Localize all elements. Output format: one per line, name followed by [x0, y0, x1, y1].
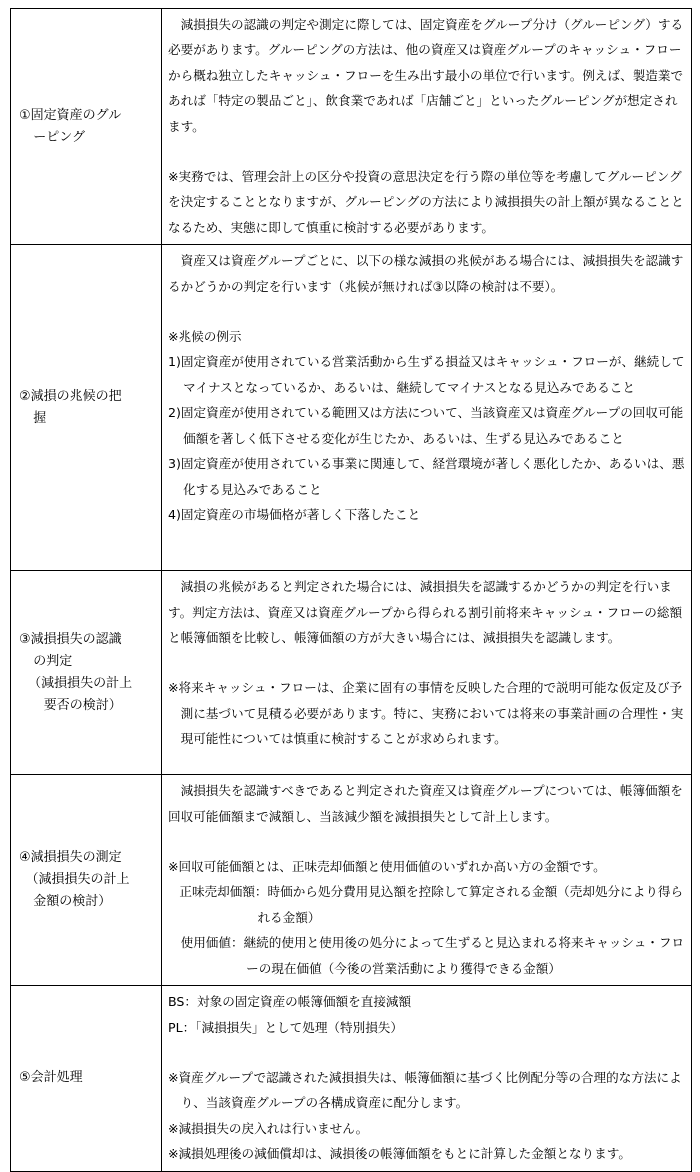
row-label: [11, 986, 162, 1171]
row-label-sub: 要否の検討）: [43, 697, 122, 713]
note-paragraph: ※実務では、管理会計上の区分や投資の意思決定を行う際の単位等を考慮してグルーピングを決定することとなりますが、グルーピングの方法により減損損失の計上額が異なることとなるため、実態に即して慎重に検討する必要があります。: [168, 169, 684, 235]
note-paragraph: ※将来キャッシュ・フローは、企業に固有の事情を反映した合理的で説明可能な仮定及び予測に基づいて見積る必要があります。特に、実務においては将来の事業計画の合理性・実現可能性については慎重に検討することが求められます。: [168, 680, 684, 747]
row-label-line: ②減損の兆候の把: [19, 388, 122, 404]
pl-line: PL：「減損損失」として処理（特別損失）: [168, 1019, 403, 1035]
definition-net-sale: 正味売却価額：時価から処分費用見込額を控除して算定される金額（売却処分により得られる金額）: [179, 884, 684, 925]
bs-line: BS：対象の固定資産の帳簿価額を直接減額: [168, 994, 412, 1010]
row-label-line: ①固定資産のグル: [19, 107, 122, 123]
note-paragraph: ※回収可能価額とは、正味売却価額と使用価値のいずれか高い方の金額です。: [168, 859, 606, 875]
row-label: [11, 245, 162, 571]
row-label-line: ⑤会計処理: [19, 1070, 83, 1086]
row-label: [11, 775, 162, 986]
definition-value-in-use: 使用価値：継続的使用と使用後の処分によって生ずると見込まれる将来キャッシュ・フローの現在価値（今後の営業活動により獲得できる金額）: [180, 935, 685, 976]
list-item: 3)固定資産が使用されている事業に関連して、経営環境が著しく悪化したか、あるいは、悪化する見込みであること: [168, 456, 685, 497]
list-item: 4)固定資産の市場価格が著しく下落したこと: [168, 506, 421, 522]
impairment-table: [10, 8, 692, 1172]
table-row: [11, 571, 692, 775]
row-label-line: 握: [33, 410, 47, 426]
row-content: [162, 986, 692, 1171]
row-label-sub: 金額の検討）: [33, 894, 112, 910]
row-label: [11, 9, 162, 245]
note-title: ※兆候の例示: [168, 329, 242, 345]
list-item: 1)固定資産が使用されている営業活動から生ずる損益又はキャッシュ・フローが、継続してマイナスとなっているか、あるいは、継続してマイナスとなる見込みであること: [168, 354, 685, 395]
row-content: [162, 775, 692, 986]
paragraph: 資産又は資産グループごとに、以下の様な減損の兆候がある場合には、減損損失を認識するかどうかの判定を行います（兆候が無ければ③以降の検討は不要）。: [168, 253, 684, 294]
row-content: [162, 245, 692, 571]
row-label-line: ーピング: [33, 129, 86, 145]
row-label-line: の判定: [33, 653, 73, 669]
table-row: [11, 9, 692, 245]
paragraph: 減損損失を認識すべきであると判定された資産又は資産グループについては、帳簿価額を回収可能価額まで減額し、当該減少額を減損損失として計上します。: [168, 783, 683, 824]
list-item: 2)固定資産が使用されている範囲又は方法について、当該資産又は資産グループの回収可能価額を著しく低下させる変化が生じたか、あるいは、生ずる見込みであること: [168, 405, 684, 446]
note-paragraph: ※資産グループで認識された減損損失は、帳簿価額に基づく比例配分等の合理的な方法により、当該資産グループの各構成資産に配分します。: [168, 1069, 682, 1111]
row-content: [162, 9, 692, 245]
table-row: [11, 245, 692, 571]
row-label: [11, 571, 162, 775]
note-paragraph: ※減損損失の戻入れは行いません。: [168, 1120, 369, 1136]
paragraph: 減損損失の認識の判定や測定に際しては、固定資産をグループ分け（グルーピング）する必要があります。グルーピングの方法は、他の資産又は資産グループのキャッシュ・フローから概ね独立したキャッシュ・フローを生み出す最小の単位で行います。例えば、製造業であれば「特定の製品ごと」、飲食業であれば「店舗ごと」といったグルーピングが想定されます。: [168, 17, 684, 134]
table-row: [11, 986, 692, 1171]
table-row: [11, 775, 692, 986]
paragraph: 減損の兆候があると判定された場合には、減損損失を認識するかどうかの判定を行います。判定方法は、資産又は資産グループから得られる割引前将来キャッシュ・フローの総額と帳簿価額を比較し、帳簿価額の方が大きい場合には、減損損失を認識します。: [168, 579, 683, 646]
row-label-sub: （減損損失の計上: [25, 872, 130, 888]
note-paragraph: ※減損処理後の減価償却は、減損後の帳簿価額をもとに計算した金額となります。: [168, 1146, 631, 1162]
row-label-line: ③減損損失の認識: [19, 631, 122, 647]
row-label-sub: （減損損失の計上: [28, 675, 133, 691]
row-label-line: ④減損損失の測定: [19, 850, 122, 866]
row-content: [162, 571, 692, 775]
